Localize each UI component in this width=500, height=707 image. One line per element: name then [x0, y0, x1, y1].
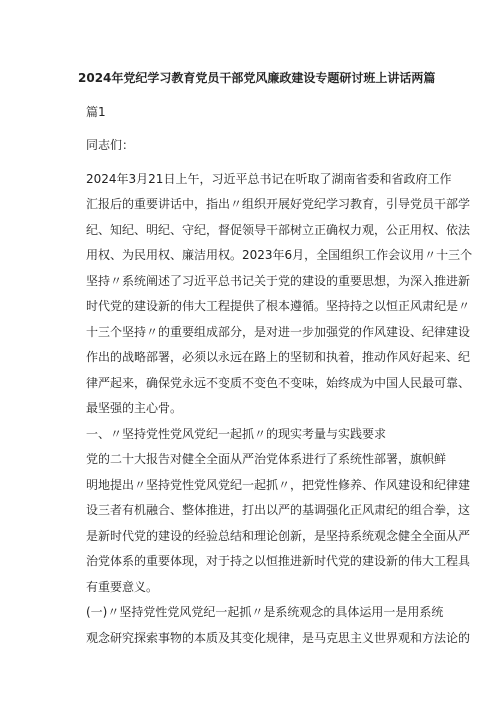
- paragraph-line: 有重要意义。: [86, 579, 159, 594]
- paragraph-line: 治党体系的重要体现，对于持之以恒推进新时代党的建设新的伟大工程具: [86, 554, 471, 568]
- paragraph-line: 明地提出〃坚持党性党风党纪一起抓〃，把党性修养、作风建设和纪律建: [86, 477, 471, 492]
- paragraph-line: 最坚强的主心骨。: [86, 401, 183, 415]
- paragraph-line: 党的二十大报告对健全全面从严治党体系进行了系统性部署，旗帜鲜: [86, 452, 447, 466]
- paragraph-line: 作出的战略部署，必须以永远在路上的坚韧和执着，推动作风好起来、纪: [86, 350, 471, 364]
- part-label: 篇1: [86, 104, 106, 119]
- salutation: 同志们：: [86, 138, 135, 152]
- paragraph-line: 十三个坚持〃的重要组成部分，是对进一步加强党的作风建设、纪律建设: [86, 324, 471, 339]
- paragraph-line: 是新时代党的建设的经验总结和理论创新，是坚持系统观念健全全面从严: [86, 528, 471, 543]
- paragraph-line: 汇报后的重要讲话中，指出〃组织开展好党纪学习教育，引导党员干部学: [86, 197, 471, 211]
- paragraph-2: [86, 447, 471, 600]
- paragraph-line: 观念研究探索事物的本质及其变化规律，是马克思主义世界观和方法论的: [86, 630, 471, 645]
- paragraph-1: [86, 167, 473, 422]
- section-heading: 一、〃坚持党性党风党纪一起抓〃的现实考量与实践要求: [86, 426, 387, 441]
- document-title: 2024年党纪学习教育党员干部党风廉政建设专题研讨班上讲话两篇: [78, 71, 436, 85]
- paragraph-3: [86, 600, 471, 651]
- paragraph-line: 设三者有机融合、整体推进，打出以严的基调强化正风肃纪的组合拳，这: [86, 503, 471, 517]
- paragraph-line: 坚持〃系统阐述了习近平总书记关于党的建设的重要思想，为深入推进新: [86, 273, 471, 288]
- paragraph-line: 纪、知纪、明纪、守纪，督促领导干部树立正确权力观，公正用权、依法: [86, 222, 471, 237]
- paragraph-line: 2024年3月21日上午，习近平总书记在听取了湖南省委和省政府工作: [86, 171, 452, 186]
- paragraph-line: 律严起来，确保党永远不变质不变色不变味，始终成为中国人民最可靠、: [86, 375, 471, 390]
- paragraph-line: 用权、为民用权、廉洁用权。2023年6月，全国组织工作会议用〃十三个: [86, 248, 473, 262]
- paragraph-line: 时代党的建设新的伟大工程提供了根本遵循。坚持持之以恒正风肃纪是〃: [86, 299, 471, 313]
- paragraph-line: (一)〃坚持党性党风党纪一起抓〃是系统观念的具体运用一是用系统: [86, 605, 444, 619]
